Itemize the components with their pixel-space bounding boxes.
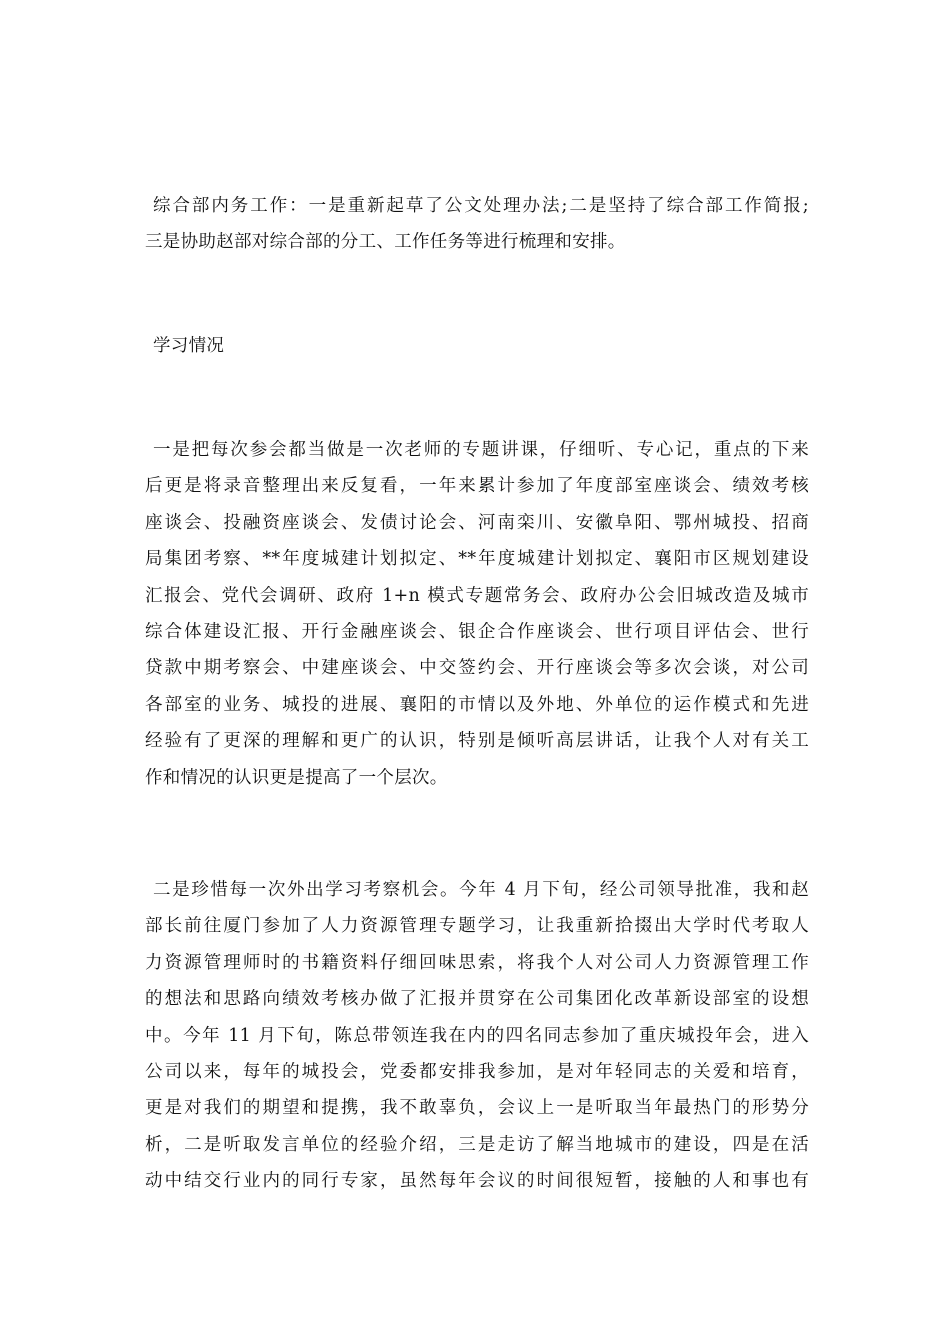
paragraph-study-trips — [145, 872, 809, 1200]
paragraph-line: 后更是将录音整理出来反复看，一年来累计参加了年度部室座谈会、绩效考核 — [145, 476, 809, 497]
paragraph-line: 各部室的业务、城投的进展、襄阳的市情以及外地、外单位的运作模式和先进 — [145, 694, 809, 715]
paragraph-line: 一是把每次参会都当做是一次老师的专题讲课，仔细听、专心记，重点的下来 — [153, 440, 809, 460]
paragraph-general-affairs — [145, 188, 809, 261]
paragraph-line: 动中结交行业内的同行专家，虽然每年会议的时间很短暂，接触的人和事也有 — [145, 1171, 809, 1192]
paragraph-line: 更是对我们的期望和提携，我不敢辜负，会议上一是听取当年最热门的形势分 — [145, 1098, 809, 1119]
paragraph-line: 二是珍惜每一次外出学习考察机会。今年 4 月下旬，经公司领导批准，我和赵 — [153, 880, 809, 900]
paragraph-line: 综合部内务工作：一是重新起草了公文处理办法;二是坚持了综合部工作简报; — [153, 196, 809, 216]
paragraph-line: 贷款中期考察会、中建座谈会、中交签约会、开行座谈会等多次会谈，对公司 — [145, 658, 809, 679]
paragraph-line: 的想法和思路向绩效考核办做了汇报并贯穿在公司集团化改革新设部室的设想 — [145, 989, 809, 1010]
paragraph-line: 座谈会、投融资座谈会、发债讨论会、河南栾川、安徽阜阳、鄂州城投、招商 — [145, 512, 809, 533]
paragraph-line: 作和情况的认识更是提高了一个层次。 — [145, 767, 448, 788]
paragraph-line: 力资源管理师时的书籍资料仔细回味思索，将我个人对公司人力资源管理工作 — [145, 952, 809, 973]
paragraph-line: 中。今年 11 月下旬，陈总带领连我在内的四名同志参加了重庆城投年会，进入 — [145, 1025, 809, 1046]
paragraph-line: 局集团考察、**年度城建计划拟定、**年度城建计划拟定、襄阳市区规划建设 — [145, 549, 809, 570]
paragraph-line: 析，二是听取发言单位的经验介绍，三是走访了解当地城市的建设，四是在活 — [145, 1134, 809, 1155]
paragraph-line: 综合体建设汇报、开行金融座谈会、银企合作座谈会、世行项目评估会、世行 — [145, 622, 809, 643]
paragraph-meetings — [145, 432, 809, 796]
paragraph-line: 汇报会、党代会调研、政府 1+n 模式专题常务会、政府办公会旧城改造及城市 — [145, 585, 809, 606]
section-heading-study — [145, 328, 809, 364]
paragraph-line: 公司以来，每年的城投会，党委都安排我参加，是对年轻同志的关爱和培育， — [145, 1062, 809, 1083]
heading-text: 学习情况 — [153, 336, 225, 356]
paragraph-line: 经验有了更深的理解和更广的认识，特别是倾听高层讲话，让我个人对有关工 — [145, 731, 809, 752]
paragraph-line: 三是协助赵部对综合部的分工、工作任务等进行梳理和安排。 — [145, 232, 626, 253]
paragraph-line: 部长前往厦门参加了人力资源管理专题学习，让我重新拾掇出大学时代考取人 — [145, 916, 809, 937]
